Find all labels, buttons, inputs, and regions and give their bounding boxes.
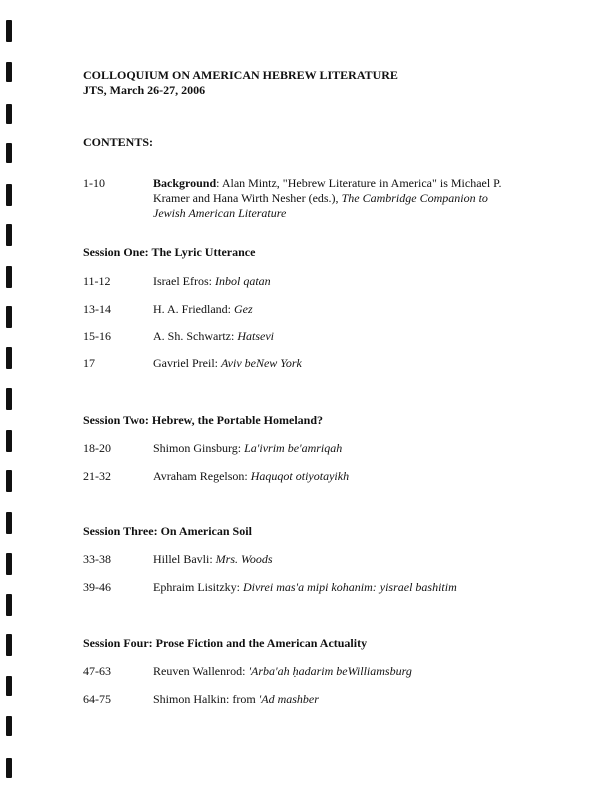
toc-pages: 64-75 xyxy=(83,692,111,706)
session-four-title: Session Four: Prose Fiction and the American Actuality xyxy=(83,636,368,650)
session-three-title: Session Three: On American Soil xyxy=(83,524,252,538)
toc-pages: 17 xyxy=(83,356,95,370)
background-label: Background xyxy=(153,176,217,190)
toc-entry: Gavriel Preil: Aviv beNew York xyxy=(153,356,302,370)
toc-pages: 33-38 xyxy=(83,552,111,566)
toc-entry: Israel Efros: Inbol qatan xyxy=(153,274,271,288)
toc-pages: 13-14 xyxy=(83,302,111,316)
document-subtitle: JTS, March 26-27, 2006 xyxy=(83,83,206,97)
toc-pages: 39-46 xyxy=(83,580,111,594)
session-one-title: Session One: The Lyric Utterance xyxy=(83,245,256,259)
toc-entry: Hillel Bavli: Mrs. Woods xyxy=(153,552,273,566)
toc-entry: Reuven Wallenrod: 'Arba'ah ḥadarim beWilliamsburg xyxy=(153,664,412,678)
toc-entry: H. A. Friedland: Gez xyxy=(153,302,253,316)
background-text: : Alan Mintz, "Hebrew Literature in America" is Michael P. Kramer and Hana Wirth Nesher (eds.), xyxy=(153,176,502,205)
contents-heading: CONTENTS: xyxy=(83,135,154,149)
toc-entry: Avraham Regelson: Haquqot otiyotayikh xyxy=(153,469,350,483)
toc-entry: Ephraim Lisitzky: Divrei mas'a mipi kohanim: yisrael bashitim xyxy=(153,580,457,594)
toc-entry: A. Sh. Schwartz: Hatsevi xyxy=(153,329,274,343)
session-two-title: Session Two: Hebrew, the Portable Homeland? xyxy=(83,413,323,427)
toc-entry: Shimon Ginsburg: La'ivrim be'amriqah xyxy=(153,441,343,455)
toc-pages: 21-32 xyxy=(83,469,111,483)
toc-pages: 18-20 xyxy=(83,441,111,455)
toc-pages: 15-16 xyxy=(83,329,111,343)
toc-entry: Shimon Halkin: from 'Ad mashber xyxy=(153,692,319,706)
background-entry xyxy=(153,176,523,221)
background-book: The Cambridge Companion to Jewish American Literature xyxy=(153,191,488,220)
document-title: COLLOQUIUM ON AMERICAN HEBREW LITERATURE xyxy=(83,68,398,82)
binder-punch-marks xyxy=(6,0,18,794)
toc-pages: 11-12 xyxy=(83,274,111,288)
toc-pages: 47-63 xyxy=(83,664,111,678)
background-pages: 1-10 xyxy=(83,176,105,190)
